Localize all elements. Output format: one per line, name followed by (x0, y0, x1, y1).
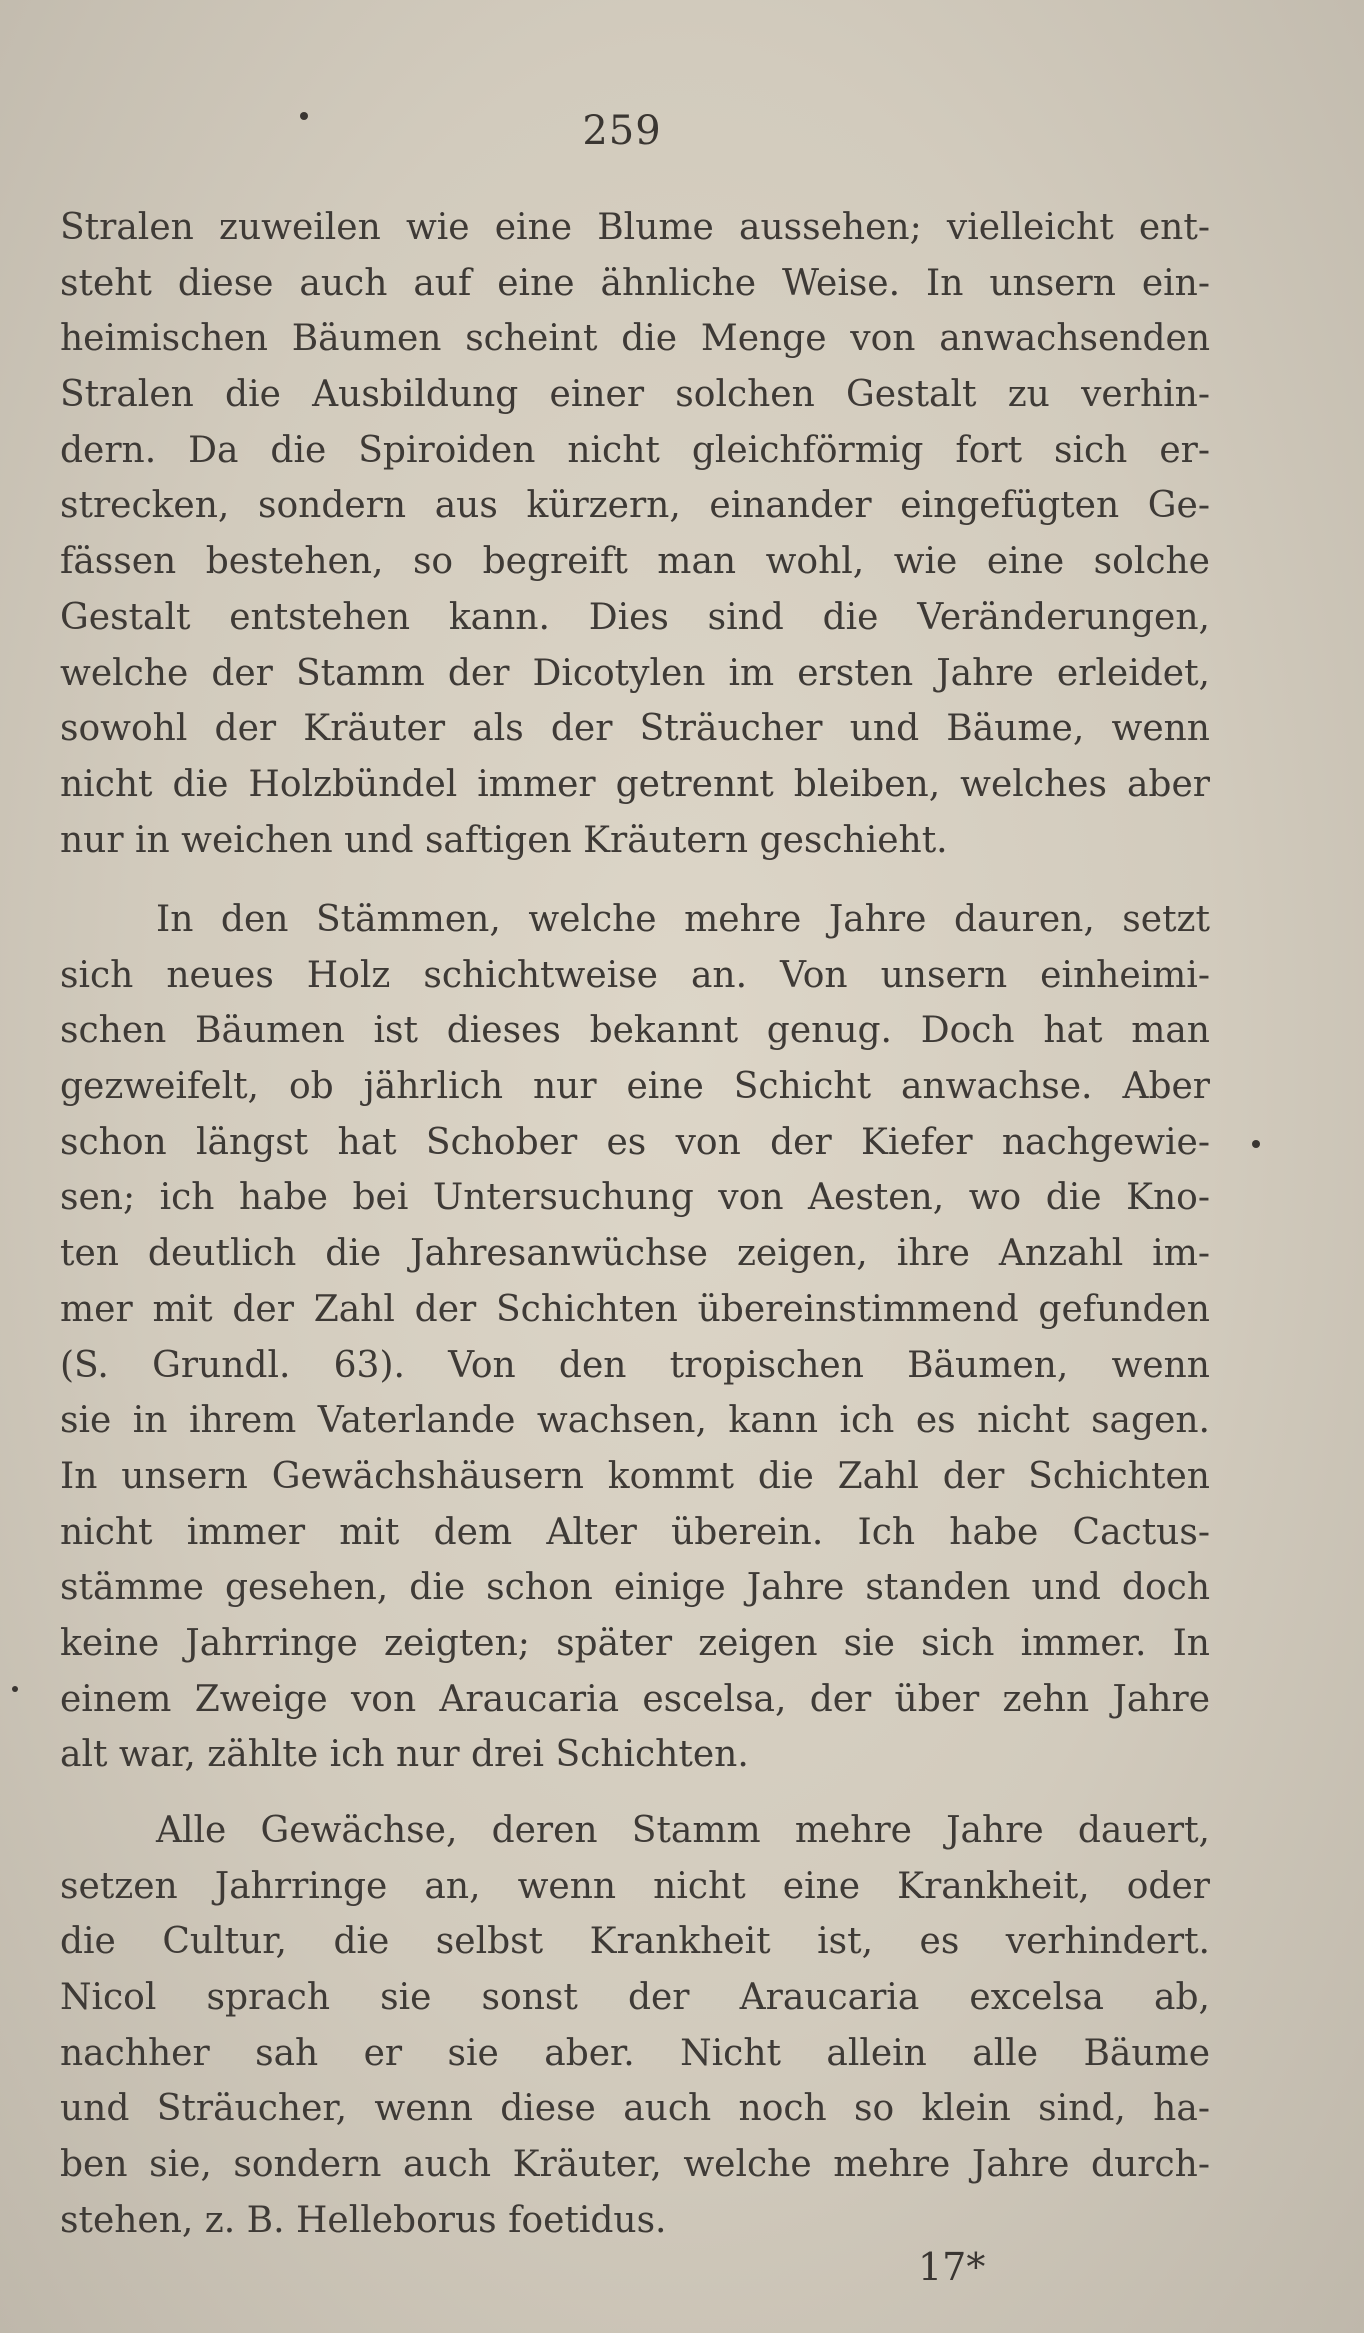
ink-speck (300, 112, 308, 120)
text-line: und Sträucher, wenn diese auch noch so klein sind, ha- (60, 2088, 1210, 2130)
text-line: welche der Stamm der Dicotylen im ersten Jahre erleidet, (60, 652, 1210, 694)
text-line: nachher sah er sie aber. Nicht allein alle Bäume (60, 2032, 1210, 2074)
text-line: schon längst hat Schober es von der Kiefer nachgewie- (60, 1121, 1210, 1163)
text-line: sen; ich habe bei Untersuchung von Aesten, wo die Kno- (60, 1177, 1210, 1219)
text-line: stehen, z. B. Helleborus foetidus. (60, 2199, 667, 2241)
text-line: In unsern Gewächshäusern kommt die Zahl der Schichten (60, 1455, 1210, 1497)
text-line: mer mit der Zahl der Schichten übereinstimmend gefunden (60, 1288, 1210, 1330)
text-line: keine Jahrringe zeigten; später zeigen sie sich immer. In (60, 1622, 1210, 1664)
text-line: ben sie, sondern auch Kräuter, welche mehre Jahre durch- (60, 2144, 1210, 2186)
text-line: Nicol sprach sie sonst der Araucaria excelsa ab, (60, 1977, 1210, 2019)
text-line: strecken, sondern aus kürzern, einander eingefügten Ge- (60, 485, 1210, 527)
text-line: (S. Grundl. 63). Von den tropischen Bäumen, wenn (60, 1344, 1210, 1386)
paragraph (60, 200, 1210, 868)
text-line: In den Stämmen, welche mehre Jahre dauren, setzt (156, 899, 1210, 940)
text-line: die Cultur, die selbst Krankheit ist, es verhindert. (60, 1921, 1210, 1963)
paragraph (60, 892, 1210, 1783)
text-line: einem Zweige von Araucaria escelsa, der über zehn Jahre (60, 1678, 1210, 1720)
text-line: sie in ihrem Vaterlande wachsen, kann ich es nicht sagen. (60, 1400, 1210, 1442)
text-line: Stralen die Ausbildung einer solchen Gestalt zu verhin- (60, 374, 1210, 416)
text-line: Gestalt entstehen kann. Dies sind die Veränderungen, (60, 596, 1210, 638)
text-line: steht diese auch auf eine ähnliche Weise. In unsern ein- (60, 262, 1210, 304)
text-line: setzen Jahrringe an, wenn nicht eine Krankheit, oder (60, 1865, 1210, 1907)
text-line: nicht die Holzbündel immer getrennt bleiben, welches aber (60, 763, 1210, 805)
signature-mark: 17* (918, 2245, 986, 2289)
ink-speck (12, 1686, 18, 1692)
text-line: fässen bestehen, so begreift man wohl, wie eine solche (60, 541, 1210, 583)
paragraph (60, 1803, 1210, 2249)
ink-speck (1252, 1140, 1260, 1148)
text-line: schen Bäumen ist dieses bekannt genug. Doch hat man (60, 1010, 1210, 1052)
text-line: stämme gesehen, die schon einige Jahre standen und doch (60, 1567, 1210, 1609)
text-line: nicht immer mit dem Alter überein. Ich habe Cactus- (60, 1511, 1210, 1553)
text-line: sowohl der Kräuter als der Sträucher und Bäume, wenn (60, 708, 1210, 750)
text-line: heimischen Bäumen scheint die Menge von anwachsenden (60, 318, 1210, 360)
text-line: Alle Gewächse, deren Stamm mehre Jahre dauert, (156, 1810, 1210, 1851)
text-line: ten deutlich die Jahresanwüchse zeigen, ihre Anzahl im- (60, 1233, 1210, 1275)
text-line: gezweifelt, ob jährlich nur eine Schicht anwachse. Aber (60, 1066, 1210, 1108)
text-line: Stralen zuweilen wie eine Blume aussehen; vielleicht ent- (60, 207, 1210, 248)
page-number: 259 (582, 108, 662, 154)
text-line: dern. Da die Spiroiden nicht gleichförmig fort sich er- (60, 429, 1210, 471)
text-line: sich neues Holz schichtweise an. Von unsern einheimi- (60, 954, 1210, 996)
text-line: alt war, zählte ich nur drei Schichten. (60, 1734, 749, 1776)
text-line: nur in weichen und saftigen Kräutern geschieht. (60, 819, 948, 861)
